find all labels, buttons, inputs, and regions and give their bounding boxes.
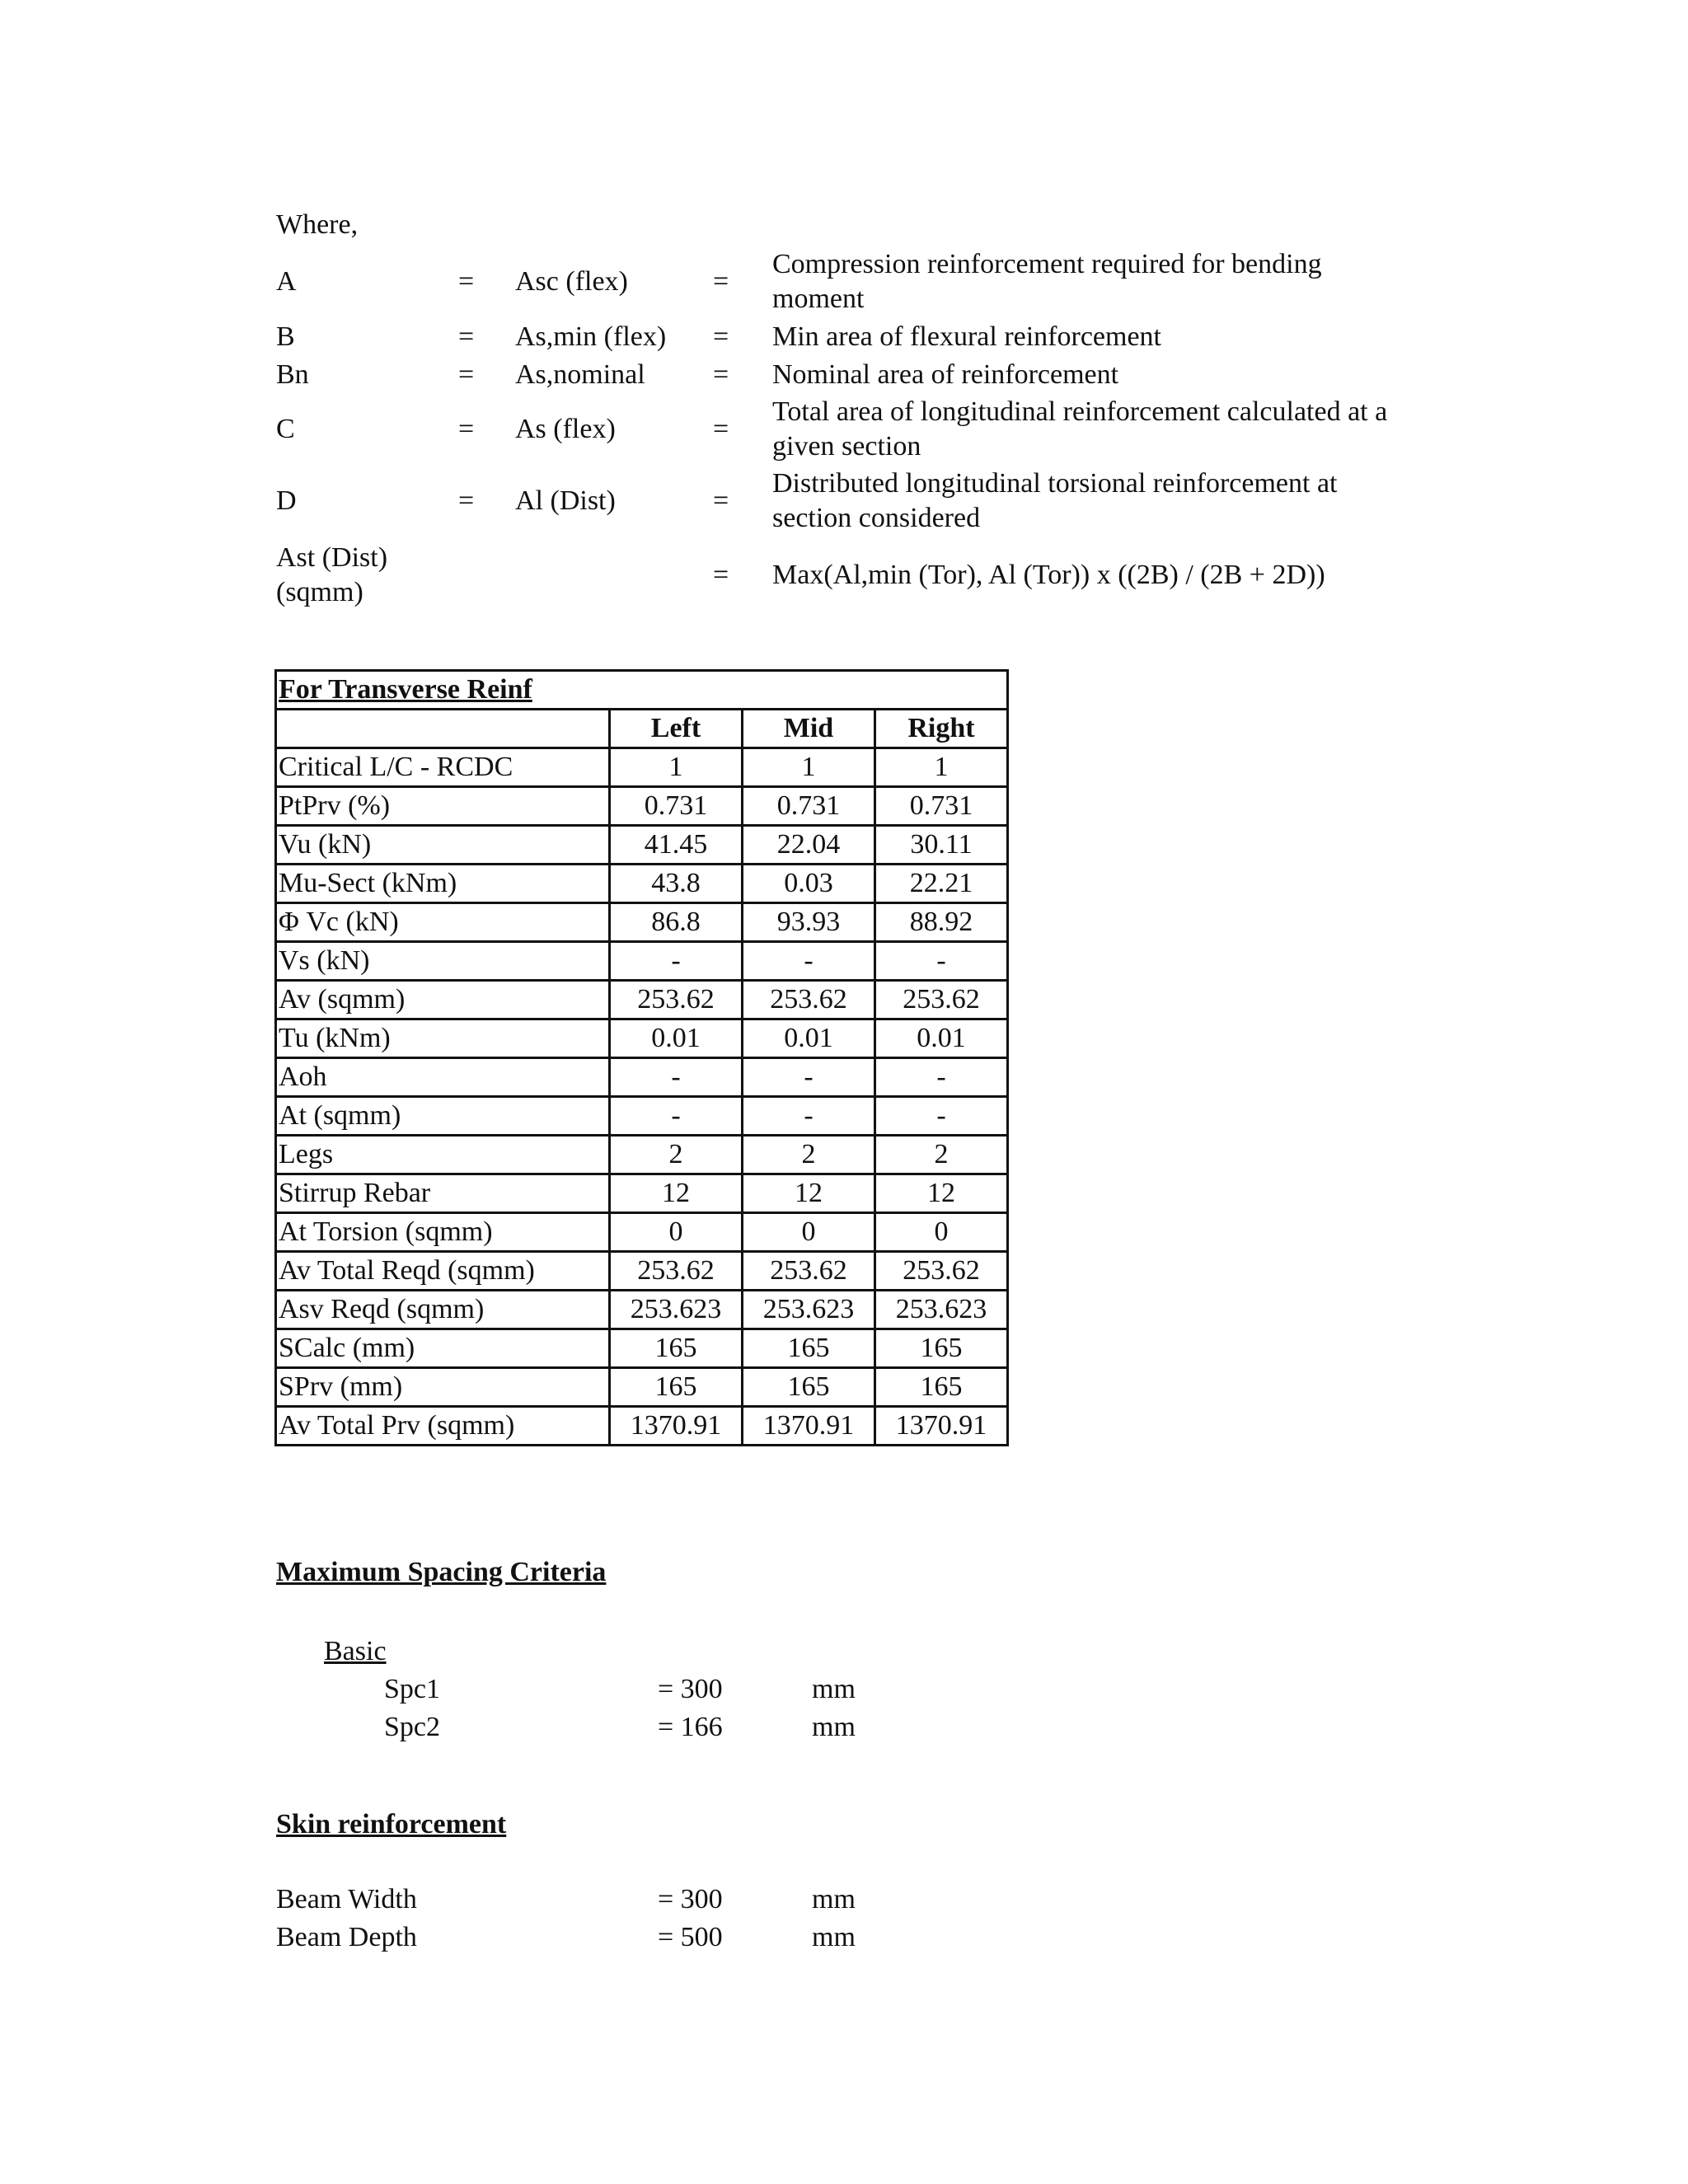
row-value-right: 88.92 [875,903,1008,942]
row-value-left: 253.62 [610,981,743,1019]
table-row [276,1097,1008,1136]
column-header-mid: Mid [743,710,875,748]
def-equals: = [713,359,729,390]
def-symbol: D [276,485,297,516]
row-label: SPrv (mm) [276,1368,610,1407]
row-value-right: 165 [875,1368,1008,1407]
row-value-left: 1 [610,748,743,787]
table-row [276,787,1008,826]
row-label: Vs (kN) [276,942,610,981]
beam-depth-value: = 500 [658,1922,723,1952]
row-value-right: - [875,942,1008,981]
table-row [276,1252,1008,1291]
row-value-right: - [875,1058,1008,1097]
row-value-right: 1 [875,748,1008,787]
table-row [276,981,1008,1019]
spc1-value: = 300 [658,1674,723,1704]
def-symbol: Ast (Dist) [276,542,388,573]
def-symbol: A [276,266,297,297]
row-value-left: 86.8 [610,903,743,942]
row-value-mid: 253.623 [743,1291,875,1329]
row-value-left: 12 [610,1174,743,1213]
max-spacing-title: Maximum Spacing Criteria [276,1557,607,1587]
def-term: Asc (flex) [515,266,628,297]
def-equals: = [458,485,475,516]
table-row [276,1058,1008,1097]
row-label: Vu (kN) [276,826,610,865]
row-label: Aoh [276,1058,610,1097]
table-title-row [276,671,1008,710]
row-value-left: 253.623 [610,1291,743,1329]
def-description: Total area of longitudinal reinforcement calculated at a given section [772,396,1388,462]
row-value-left: 0.731 [610,787,743,826]
row-value-mid: 93.93 [743,903,875,942]
row-value-left: 165 [610,1368,743,1407]
row-value-right: 22.21 [875,865,1008,903]
row-value-left: - [610,1097,743,1136]
row-value-right: 30.11 [875,826,1008,865]
row-value-mid: 253.62 [743,981,875,1019]
row-value-left: - [610,942,743,981]
def-symbol: C [276,414,295,444]
def-description: Distributed longitudinal torsional reinforcement at section considered [772,468,1338,533]
column-header-left: Left [610,710,743,748]
row-value-left: 0 [610,1213,743,1252]
row-label: At (sqmm) [276,1097,610,1136]
row-value-mid: 0.731 [743,787,875,826]
table-row [276,1136,1008,1174]
spc2-label: Spc2 [384,1712,440,1742]
spc2-value: = 166 [658,1712,723,1742]
row-value-left: 2 [610,1136,743,1174]
table-title: For Transverse Reinf [276,671,1008,710]
row-value-left: 41.45 [610,826,743,865]
table-row [276,903,1008,942]
row-value-right: 165 [875,1329,1008,1368]
row-label: Av Total Reqd (sqmm) [276,1252,610,1291]
row-label: Φ Vc (kN) [276,903,610,942]
row-value-right: 1370.91 [875,1407,1008,1446]
def-term: As (flex) [515,414,616,444]
row-value-mid: 253.62 [743,1252,875,1291]
row-value-right: 253.623 [875,1291,1008,1329]
column-header-right: Right [875,710,1008,748]
row-value-mid: 0.03 [743,865,875,903]
table-row [276,1213,1008,1252]
row-value-mid: - [743,942,875,981]
row-label: SCalc (mm) [276,1329,610,1368]
row-label: At Torsion (sqmm) [276,1213,610,1252]
row-label: Av Total Prv (sqmm) [276,1407,610,1446]
def-equals: = [458,414,475,444]
table-row [276,826,1008,865]
beam-width-value: = 300 [658,1884,723,1915]
row-value-mid: 12 [743,1174,875,1213]
def-symbol: Bn [276,359,309,390]
row-label: Critical L/C - RCDC [276,748,610,787]
row-value-right: 253.62 [875,1252,1008,1291]
def-symbol-unit: (sqmm) [276,577,363,607]
row-value-left: 165 [610,1329,743,1368]
row-value-right: - [875,1097,1008,1136]
table-row [276,1368,1008,1407]
def-equals: = [713,321,729,352]
skin-reinf-title: Skin reinforcement [276,1809,507,1840]
row-label: Asv Reqd (sqmm) [276,1291,610,1329]
def-term: Al (Dist) [515,485,616,516]
row-value-mid: 0.01 [743,1019,875,1058]
row-value-right: 12 [875,1174,1008,1213]
row-value-mid: - [743,1097,875,1136]
def-equals: = [458,321,475,352]
row-value-left: 1370.91 [610,1407,743,1446]
row-label: Mu-Sect (kNm) [276,865,610,903]
beam-depth-unit: mm [812,1922,856,1952]
table-row [276,942,1008,981]
row-value-right: 0.731 [875,787,1008,826]
row-label: Legs [276,1136,610,1174]
row-value-right: 0 [875,1213,1008,1252]
row-value-left: - [610,1058,743,1097]
where-label: Where, [276,209,359,240]
row-value-mid: 165 [743,1368,875,1407]
table-header-row [276,710,1008,748]
row-value-right: 0.01 [875,1019,1008,1058]
row-label: Tu (kNm) [276,1019,610,1058]
def-description: Max(Al,min (Tor), Al (Tor)) x ((2B) / (2B + 2D)) [772,560,1325,590]
table-row [276,1407,1008,1446]
table-row [276,865,1008,903]
def-description: Compression reinforcement required for bending moment [772,249,1322,314]
beam-width-label: Beam Width [276,1884,417,1915]
spc1-label: Spc1 [384,1674,440,1704]
def-symbol: B [276,321,295,352]
spc2-unit: mm [812,1712,856,1742]
row-value-mid: 0 [743,1213,875,1252]
def-equals: = [713,266,729,297]
table-row [276,748,1008,787]
table-row [276,1329,1008,1368]
beam-width-unit: mm [812,1884,856,1915]
row-value-mid: 2 [743,1136,875,1174]
row-label: Av (sqmm) [276,981,610,1019]
table-row [276,1291,1008,1329]
def-equals: = [458,359,475,390]
row-value-left: 43.8 [610,865,743,903]
def-equals: = [458,266,475,297]
def-description: Nominal area of reinforcement [772,359,1119,390]
row-value-mid: - [743,1058,875,1097]
row-value-mid: 1 [743,748,875,787]
row-value-left: 0.01 [610,1019,743,1058]
beam-depth-label: Beam Depth [276,1922,417,1952]
row-label: PtPrv (%) [276,787,610,826]
spc1-unit: mm [812,1674,856,1704]
row-value-mid: 22.04 [743,826,875,865]
def-term: As,nominal [515,359,645,390]
def-equals: = [713,414,729,444]
row-value-right: 2 [875,1136,1008,1174]
def-equals: = [713,560,729,590]
def-equals: = [713,485,729,516]
table-row [276,1019,1008,1058]
row-value-mid: 1370.91 [743,1407,875,1446]
header-blank-cell [276,710,610,748]
basic-subtitle: Basic [324,1636,387,1666]
def-term: As,min (flex) [515,321,667,352]
row-value-left: 253.62 [610,1252,743,1291]
row-label: Stirrup Rebar [276,1174,610,1213]
table-row [276,1174,1008,1213]
row-value-right: 253.62 [875,981,1008,1019]
def-description: Min area of flexural reinforcement [772,321,1161,352]
transverse-reinf-table [274,669,1009,1446]
row-value-mid: 165 [743,1329,875,1368]
